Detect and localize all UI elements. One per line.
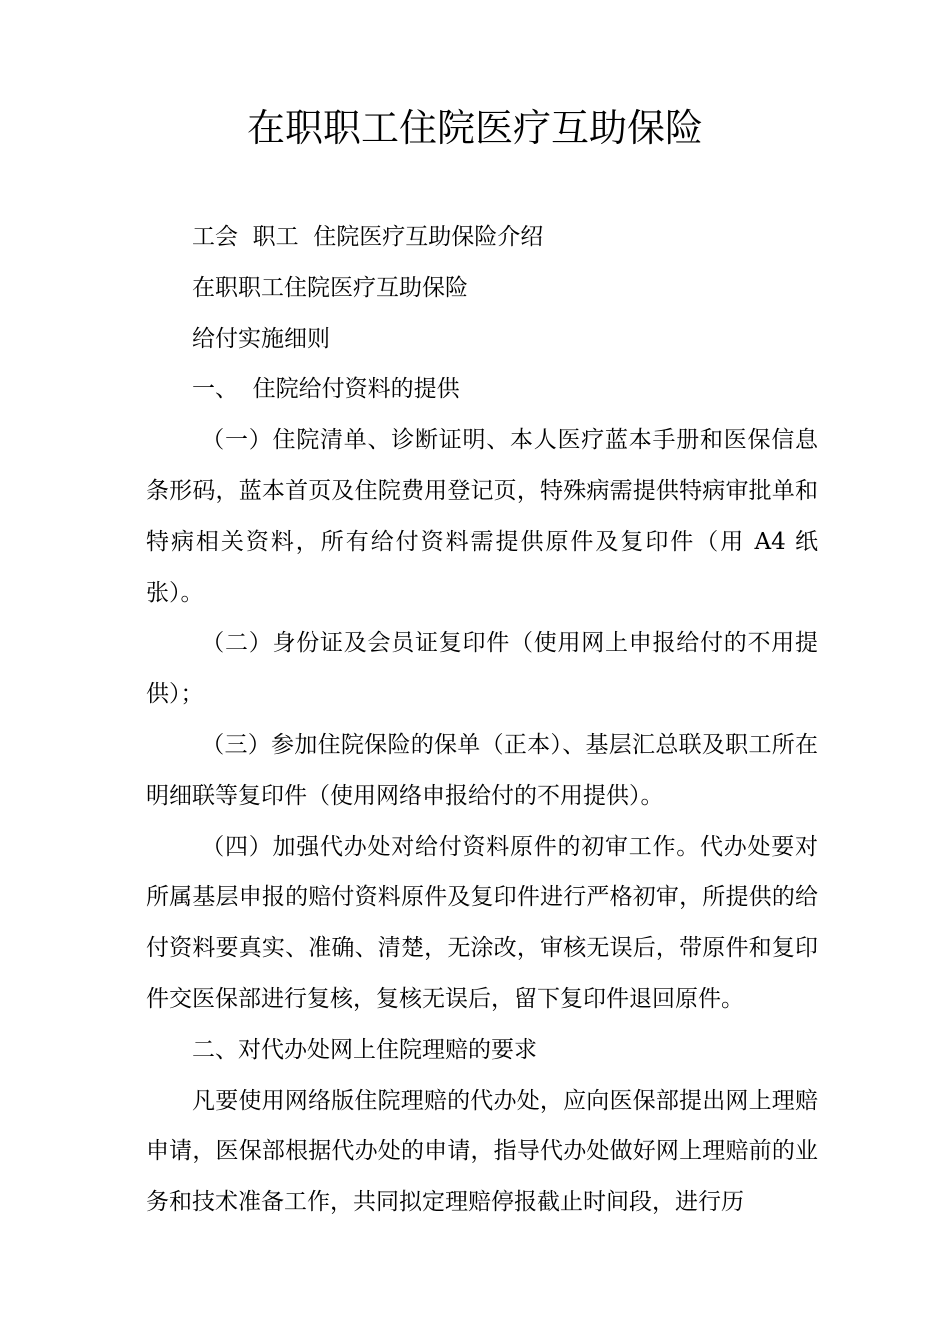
section-heading-1: 一、 住院给付资料的提供 xyxy=(192,376,460,403)
paragraph-item-1: （一）住院清单、诊断证明、本人医疗蓝本手册和医保信息条形码，蓝本首页及住院费用登记页，特殊病需提供特病审批单和特病相关资料，所有给付资料需提供原件及复印件（用 A4 纸张）。 xyxy=(146,427,818,606)
rules-line: 给付实施细则 xyxy=(192,325,330,352)
paragraph-item-2: （二）身份证及会员证复印件（使用网上申报给付的不用提供）； xyxy=(146,630,818,708)
document-title: 在职职工住院医疗互助保险 xyxy=(246,106,703,150)
document-body xyxy=(146,212,818,1228)
paragraph-item-3: （三）参加住院保险的保单（正本）、基层汇总联及职工所在明细联等复印件（使用网络申报给付的不用提供）。 xyxy=(146,731,818,809)
paragraph-item-4: （四）加强代办处对给付资料原件的初审工作。代办处要对所属基层申报的赔付资料原件及复印件进行严格初审，所提供的给付资料要真实、准确、清楚，无涂改，审核无误后，带原件和复印件交医保部进行复核，复核无误后，留下复印件退回原件。 xyxy=(146,833,818,1012)
intro-line: 工会 职工 住院医疗互助保险介绍 xyxy=(192,224,544,250)
section-heading-2: 二、对代办处网上住院理赔的要求 xyxy=(192,1036,537,1063)
subtitle-line: 在职职工住院医疗互助保险 xyxy=(192,274,468,301)
paragraph-online-claims: 凡要使用网络版住院理赔的代办处，应向医保部提出网上理赔申请，医保部根据代办处的申请，指导代办处做好网上理赔前的业务和技术准备工作，共同拟定理赔停报截止时间段，进行历 xyxy=(146,1087,818,1216)
